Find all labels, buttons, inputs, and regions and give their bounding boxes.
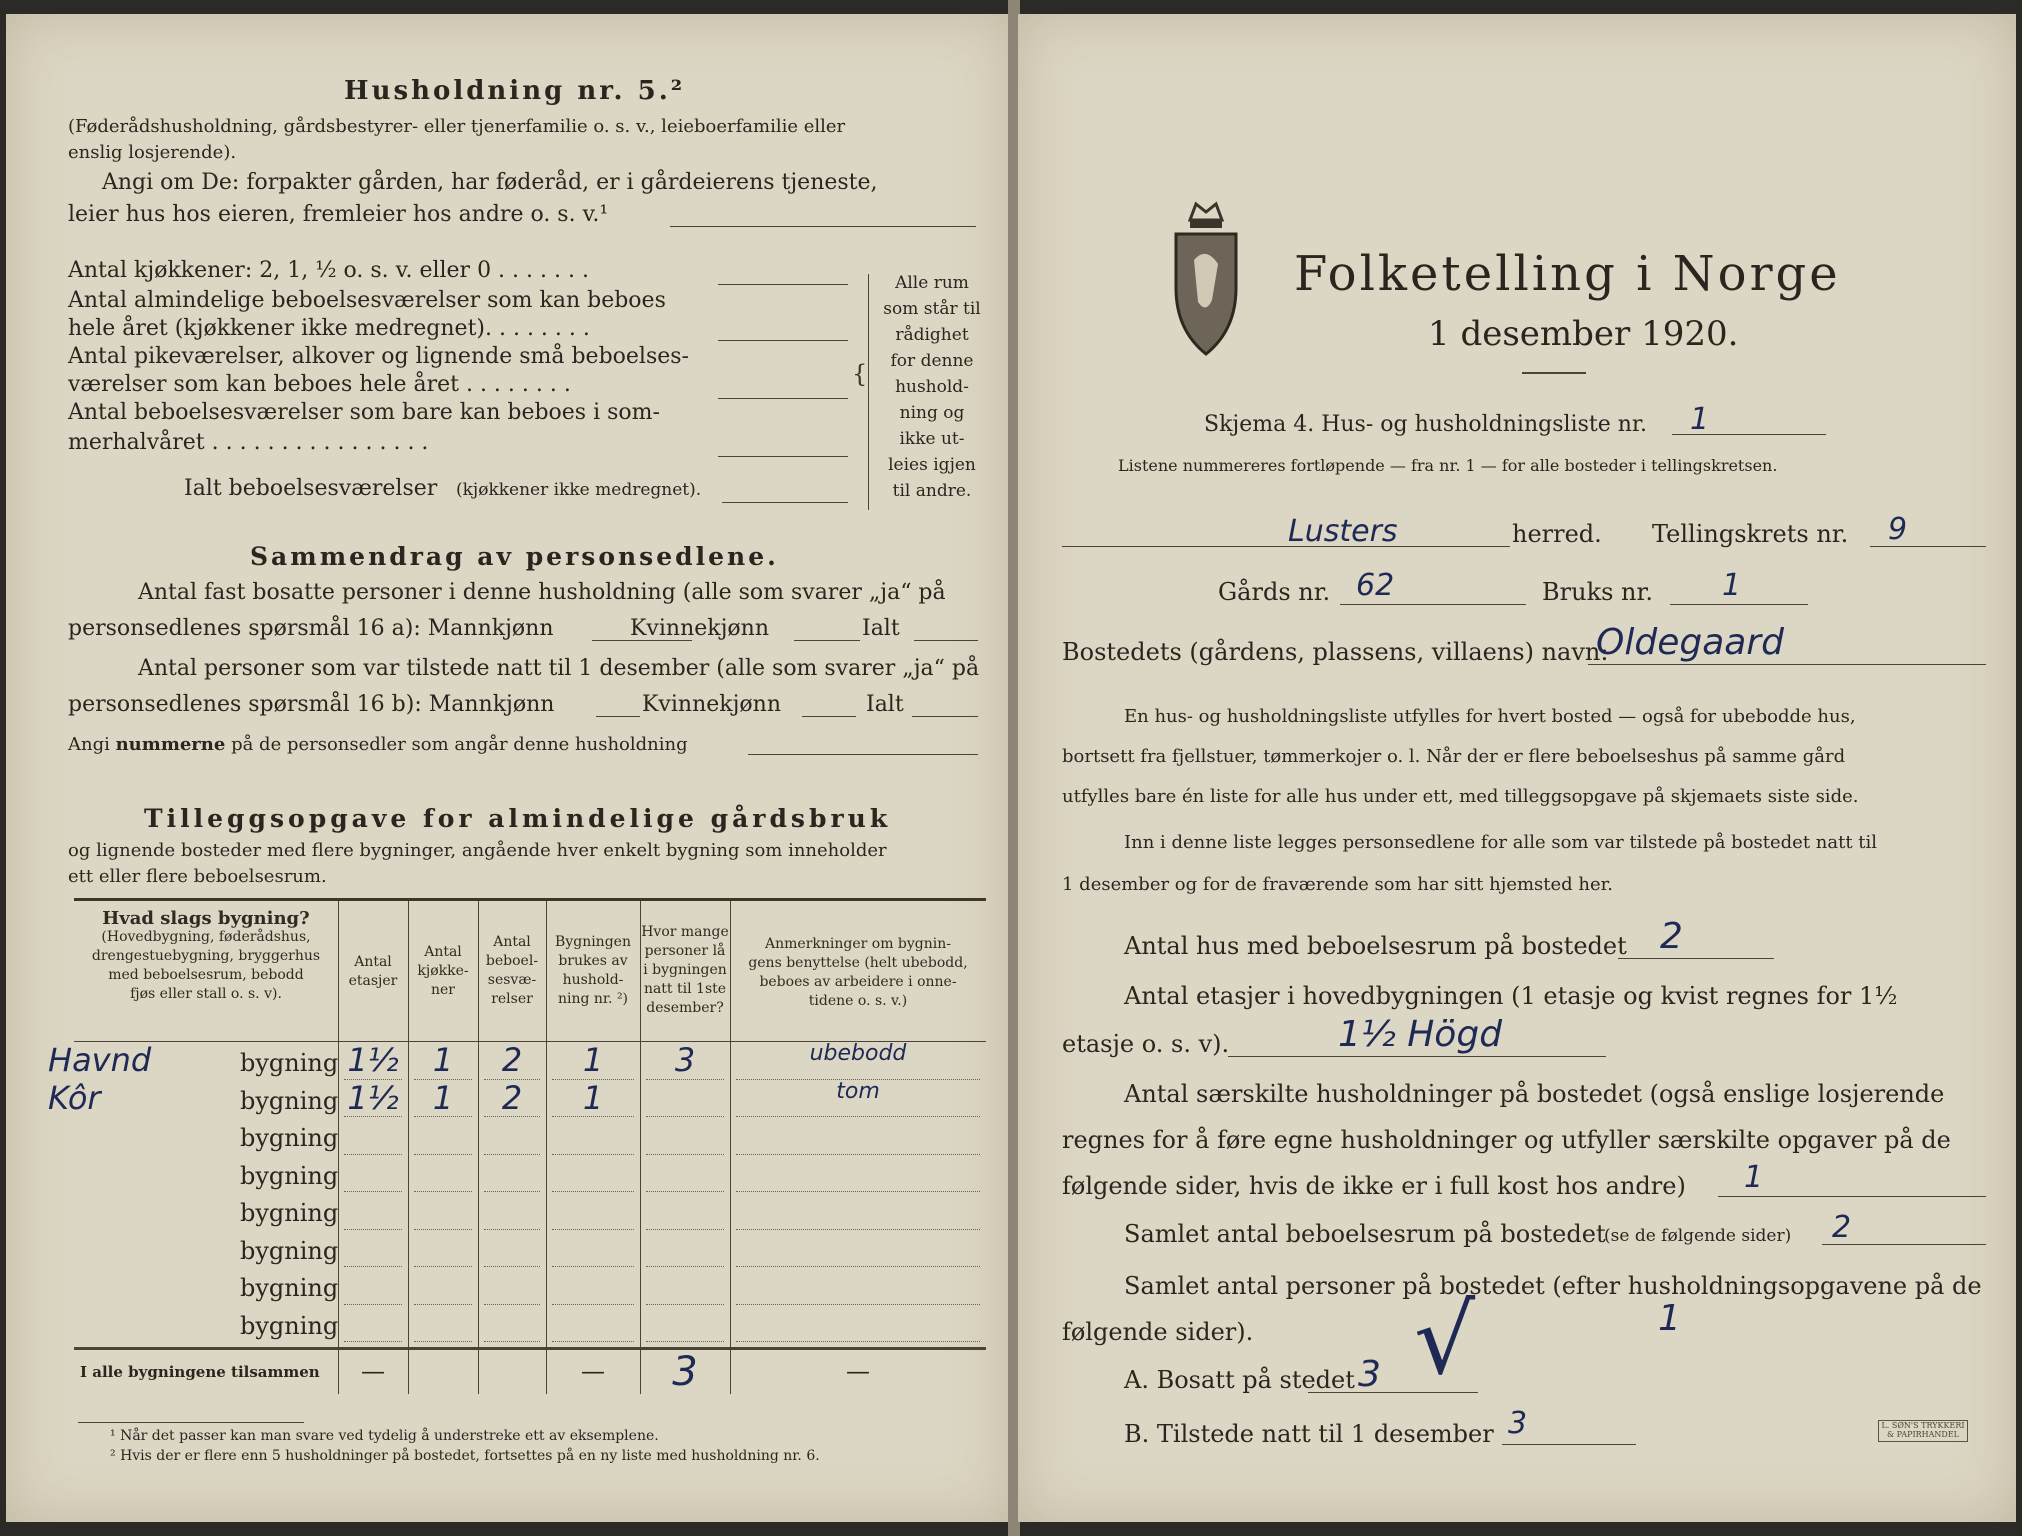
coat-of-arms-icon xyxy=(1170,190,1242,360)
q3-value: 1 xyxy=(1744,1160,1764,1195)
sammendrag-ialt-2: Ialt xyxy=(866,692,904,717)
tillegg-intro-1: og lignende bosteder med flere bygninger, angående hver enkelt bygning som inneholder xyxy=(68,840,887,861)
tilstede-label: B. Tilstede natt til 1 desember xyxy=(1124,1420,1494,1448)
bosatt-value: 3 xyxy=(1358,1354,1381,1395)
q2-line-2: etasje o. s. v). xyxy=(1062,1030,1230,1058)
rooms-total-note: (kjøkkener ikke medregnet). xyxy=(456,480,702,500)
printer-stamp: L. SØN'S TRYKKERI & PAPIRHANDEL xyxy=(1878,1420,1968,1442)
total-household: — xyxy=(581,1357,605,1385)
cell-vaerelser: 2 xyxy=(501,1041,523,1079)
para1-line-1: En hus- og husholdningsliste utfylles for hvert bosted — også for ubebodde hus, xyxy=(1124,706,1856,727)
total-remarks: — xyxy=(846,1357,870,1385)
right-page xyxy=(1018,14,2016,1522)
cell-kjokken: 1 xyxy=(432,1041,454,1079)
header-floors: Antal etasjer xyxy=(348,954,398,989)
cell-husholdning: 1 xyxy=(582,1041,604,1079)
para2-line-2: 1 desember og for de fraværende som har sitt hjemsted her. xyxy=(1062,874,1613,895)
bracket: { xyxy=(852,360,868,388)
table-row xyxy=(74,1122,986,1160)
header-remarks: Anmerkninger om bygnin- gens benyttelse (helt ubebodd, beboes av arbeidere i onne- tidene o. s. v.) xyxy=(748,936,968,1009)
q1-label: Antal hus med beboelsesrum på bostedet xyxy=(1124,932,1627,960)
total-persons: 3 xyxy=(672,1349,698,1395)
row-building-suffix: bygning xyxy=(240,1049,339,1077)
row-building-suffix: bygning xyxy=(240,1236,339,1265)
q4-label: Samlet antal beboelsesrum på bostedet xyxy=(1124,1220,1606,1248)
q5-line-2: følgende sider). xyxy=(1062,1318,1254,1346)
rooms-summer-2: merhalvåret . . . . . . . . . . . . . . . . xyxy=(68,430,429,455)
row-building-suffix: bygning xyxy=(240,1124,339,1152)
total-label: I alle bygningene tilsammen xyxy=(80,1363,320,1381)
cell-anm: tom xyxy=(836,1078,880,1104)
header-household: Bygningen brukes av hushold- ning nr. ²) xyxy=(555,934,631,1007)
row-building-suffix: bygning xyxy=(240,1311,339,1340)
sammendrag-kvinne-1: Kvinnekjønn xyxy=(630,616,769,641)
footnote-2: ² Hvis der er flere enn 5 husholdninger på bostedet, fortsettes på en ny liste med husholdning nr. 6. xyxy=(110,1448,820,1464)
rooms-ordinary: Antal almindelige beboelsesværelser som kan beboes xyxy=(68,288,666,313)
rooms-kitchens: Antal kjøkkener: 2, 1, ½ o. s. v. eller 0 . . . . . . . xyxy=(68,258,589,283)
listene-note: Listene nummereres fortløpende — fra nr. 1 — for alle bosteder i tellingskretsen. xyxy=(1118,456,1778,475)
bosatt-label: A. Bosatt på stedet xyxy=(1124,1366,1355,1394)
cell-kjokken: 1 xyxy=(432,1078,454,1117)
header-rooms: Antal beboel- sesvæ- relser xyxy=(485,934,539,1007)
tellingskrets-value: 9 xyxy=(1888,512,1908,547)
buildings-table xyxy=(48,898,986,1395)
angi-line-1: Angi om De: forpakter gården, har føderåd, er i gårdeierens tjeneste, xyxy=(102,170,878,195)
footnote-1: ¹ Når det passer kan man svare ved tydelig å understreke ett av eksemplene. xyxy=(110,1428,659,1444)
table-row xyxy=(74,1197,986,1235)
sammendrag-line-2: personsedlenes spørsmål 16 a): Mannkjønn xyxy=(68,616,554,641)
table-row xyxy=(74,1310,986,1348)
bruks-value: 1 xyxy=(1722,568,1742,603)
cell-etasjer: 1½ xyxy=(347,1041,399,1079)
sammendrag-line-4: personsedlenes spørsmål 16 b): Mannkjønn xyxy=(68,692,555,717)
q2-value: 1½ Högd xyxy=(1338,1014,1503,1055)
sammendrag-line-3: Antal personer som var tilstede natt til 1 desember (alle som svarer „ja“ på xyxy=(138,656,980,681)
table-row xyxy=(48,1078,986,1123)
intro-line-2: enslig losjerende). xyxy=(68,142,237,163)
sammendrag-line-1: Antal fast bosatte personer i denne husholdning (alle som svarer „ja“ på xyxy=(138,580,946,605)
rooms-total-label: Ialt beboelsesværelser xyxy=(184,476,438,501)
total-floors: — xyxy=(361,1357,385,1385)
tilstede-value: 3 xyxy=(1508,1406,1528,1441)
row-building-suffix: bygning xyxy=(240,1086,339,1115)
rooms-ordinary-2: hele året (kjøkkener ikke medregnet). . . . . . . . xyxy=(68,316,590,341)
left-page xyxy=(6,14,1010,1522)
row-building-name: Kôr xyxy=(48,1078,101,1117)
q2-line-1: Antal etasjer i hovedbygningen (1 etasje og kvist regnes for 1½ xyxy=(1124,982,1898,1010)
bracket-note: Alle rum som står til rådighet for denne hushold- ning og ikke ut- leies igjen til andre. xyxy=(883,273,981,501)
herred-value: Lusters xyxy=(1288,514,1398,549)
table-row xyxy=(74,1160,986,1198)
bosted-label: Bostedets (gårdens, plassens, villaens) navn: xyxy=(1062,638,1609,666)
header-building-type: Hvad slags bygning? (Hovedbygning, føderådshus, drengestuebygning, bryggerhus med beboelsesrum, bebodd fjøs eller stall o. s. v). xyxy=(91,908,321,1002)
cell-anm: ubebodd xyxy=(809,1041,907,1066)
angi-nummer: Angi nummerne på de personsedler som angår denne husholdning xyxy=(68,734,688,755)
herred-label: herred. xyxy=(1512,520,1602,548)
q3-line-1: Antal særskilte husholdninger på bostedet (også enslige losjerende xyxy=(1124,1080,1945,1108)
skjema-number: 1 xyxy=(1690,402,1710,437)
cell-personer: 3 xyxy=(674,1041,696,1079)
gards-label: Gårds nr. xyxy=(1218,578,1331,606)
para1-line-3: utfylles bare én liste for alle hus under ett, med tilleggsopgave på skjemaets siste side. xyxy=(1062,786,1859,807)
gards-value: 62 xyxy=(1356,568,1395,603)
tillegg-intro-2: ett eller flere beboelsesrum. xyxy=(68,866,327,887)
q4-note: (se de følgende sider) xyxy=(1604,1226,1792,1246)
skjema-label: Skjema 4. Hus- og husholdningsliste nr. xyxy=(1204,412,1647,437)
q5-line-1: Samlet antal personer på bostedet (efter husholdningsopgavene på de xyxy=(1124,1272,1982,1300)
bruks-label: Bruks nr. xyxy=(1542,578,1653,606)
para1-line-2: bortsett fra fjellstuer, tømmerkojer o. l. Når der er flere beboelseshus på samme gård xyxy=(1062,746,1846,767)
cell-husholdning: 1 xyxy=(582,1078,604,1117)
row-building-suffix: bygning xyxy=(240,1274,339,1302)
sammendrag-kvinne-2: Kvinnekjønn xyxy=(642,692,781,717)
check-mark: √ xyxy=(1414,1284,1476,1396)
bosted-value: Oldegaard xyxy=(1596,622,1784,663)
table-row xyxy=(74,1235,986,1273)
row-building-name: Havnd xyxy=(48,1041,152,1079)
cell-vaerelser: 2 xyxy=(501,1078,523,1117)
q3-line-3: følgende sider, hvis de ikke er i full kost hos andre) xyxy=(1062,1172,1686,1200)
sammendrag-heading: Sammendrag av personsedlene. xyxy=(250,542,779,571)
row-building-suffix: bygning xyxy=(240,1161,339,1190)
angi-line-2: leier hus hos eieren, fremleier hos andre o. s. v.¹ xyxy=(68,202,609,227)
header-kitchens: Antal kjøkke- ner xyxy=(417,944,469,998)
para2-line-1: Inn i denne liste legges personsedlene for alle som var tilstede på bostedet natt til xyxy=(1124,832,1878,853)
intro-line-1: (Føderådshusholdning, gårdsbestyrer- eller tjenerfamilie o. s. v., leieboerfamilie eller xyxy=(68,116,846,137)
q1-value: 2 xyxy=(1660,916,1683,957)
rooms-small-2: værelser som kan beboes hele året . . . . . . . . xyxy=(68,372,571,397)
tellingskrets-label: Tellingskrets nr. xyxy=(1652,520,1849,548)
sammendrag-ialt-1: Ialt xyxy=(862,616,900,641)
q4-value: 2 xyxy=(1832,1210,1852,1245)
row-building-suffix: bygning xyxy=(240,1199,339,1227)
tillegg-heading: Tilleggsopgave for almindelige gårdsbruk xyxy=(144,804,892,833)
table-row xyxy=(74,1272,986,1310)
q5-mark: 1 xyxy=(1658,1298,1681,1339)
q3-line-2: regnes for å føre egne husholdninger og utfyller særskilte opgaver på de xyxy=(1062,1126,1951,1154)
rooms-small: Antal pikeværelser, alkover og lignende små beboelses- xyxy=(68,344,689,369)
main-date: 1 desember 1920. xyxy=(1428,314,1739,354)
rooms-summer: Antal beboelsesværelser som bare kan beboes i som- xyxy=(68,400,660,425)
main-title: Folketelling i Norge xyxy=(1294,246,1841,302)
household-heading: Husholdning nr. 5.² xyxy=(344,76,686,106)
header-persons: Hvor mange personer lå i bygningen natt til 1ste desember? xyxy=(641,924,729,1016)
cell-etasjer: 1½ xyxy=(347,1078,399,1117)
